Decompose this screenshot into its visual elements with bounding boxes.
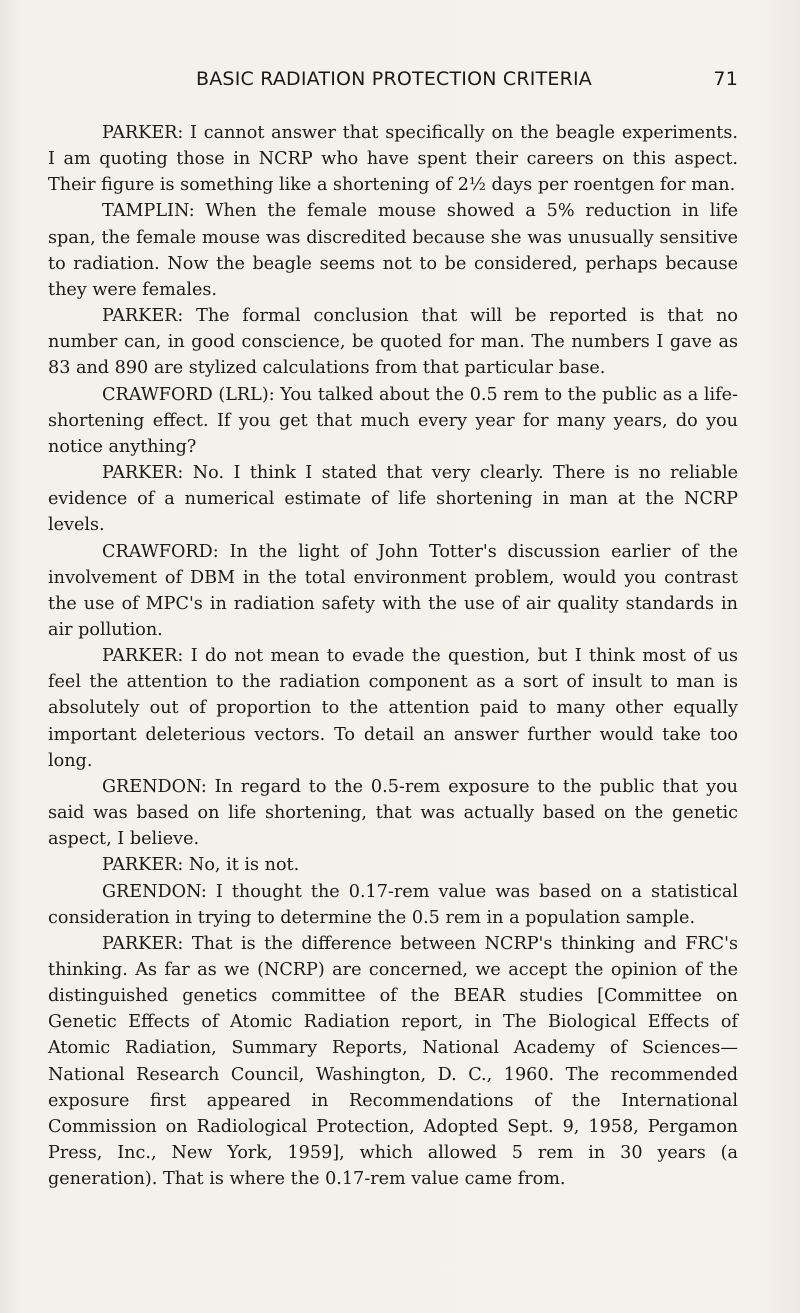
- paragraph: PARKER: I cannot answer that specifically on the beagle experiments. I am quoting those in NCRP who have spent their careers on this aspect. Their figure is something like a shortening of 2½ days per roentgen for man.: [48, 123, 738, 196]
- paragraph: CRAWFORD (LRL): You talked about the 0.5 rem to the public as a life-shortening effect. If you get that much every year for many years, do you notice anything?: [48, 384, 738, 457]
- paragraph: PARKER: That is the difference between NCRP's thinking and FRC's thinking. As far as we (NCRP) are concerned, we accept the opinion of the distinguished genetics committee of the BEAR studies [Committee on Genetic Effects of Atomic Radiation report, in The Biological Effects of Atomic Radiation, Summary Reports, National Academy of Sciences—National Research Council, Washington, D. C., 1960. The recommended exposure first appeared in Recommendations of the International Commission on Radiological Protection, Adopted Sept. 9, 1958, Pergamon Press, Inc., New York, 1959], which allowed 5 rem in 30 years (a generation). That is where the 0.17-rem value came from.: [48, 933, 738, 1190]
- paragraph: TAMPLIN: When the female mouse showed a 5% reduction in life span, the female mouse was discredited because she was unusually sensitive to radiation. Now the beagle seems not to be considered, perhaps because they were females.: [48, 201, 738, 300]
- page-number: 71: [713, 68, 738, 90]
- running-header: [196, 68, 738, 98]
- running-title: BASIC RADIATION PROTECTION CRITERIA: [196, 68, 592, 90]
- paragraph: PARKER: No. I think I stated that very clearly. There is no reliable evidence of a numerical estimate of life shortening in man at the NCRP levels.: [48, 463, 738, 536]
- paragraph: PARKER: No, it is not.: [102, 855, 300, 876]
- paragraph: CRAWFORD: In the light of John Totter's discussion earlier of the involvement of DBM in the total environment problem, would you contrast the use of MPC's in radiation safety with the use of air quality standards in air pollution.: [48, 541, 738, 640]
- paragraph: GRENDON: I thought the 0.17-rem value was based on a statistical consideration in trying to determine the 0.5 rem in a population sample.: [48, 881, 738, 928]
- paragraph: GRENDON: In regard to the 0.5-rem exposure to the public that you said was based on life shortening, that was actually based on the genetic aspect, I believe.: [48, 776, 738, 850]
- body-text: [48, 120, 738, 1192]
- paragraph: PARKER: The formal conclusion that will be reported is that no number can, in good conscience, be quoted for man. The numbers I gave as 83 and 890 are stylized calculations from that particular base.: [48, 306, 738, 379]
- paragraph: PARKER: I do not mean to evade the question, but I think most of us feel the attention to the radiation component as a sort of insult to man is absolutely out of proportion to the attention paid to many other equally important deleterious vectors. To detail an answer further would take too long.: [48, 646, 738, 771]
